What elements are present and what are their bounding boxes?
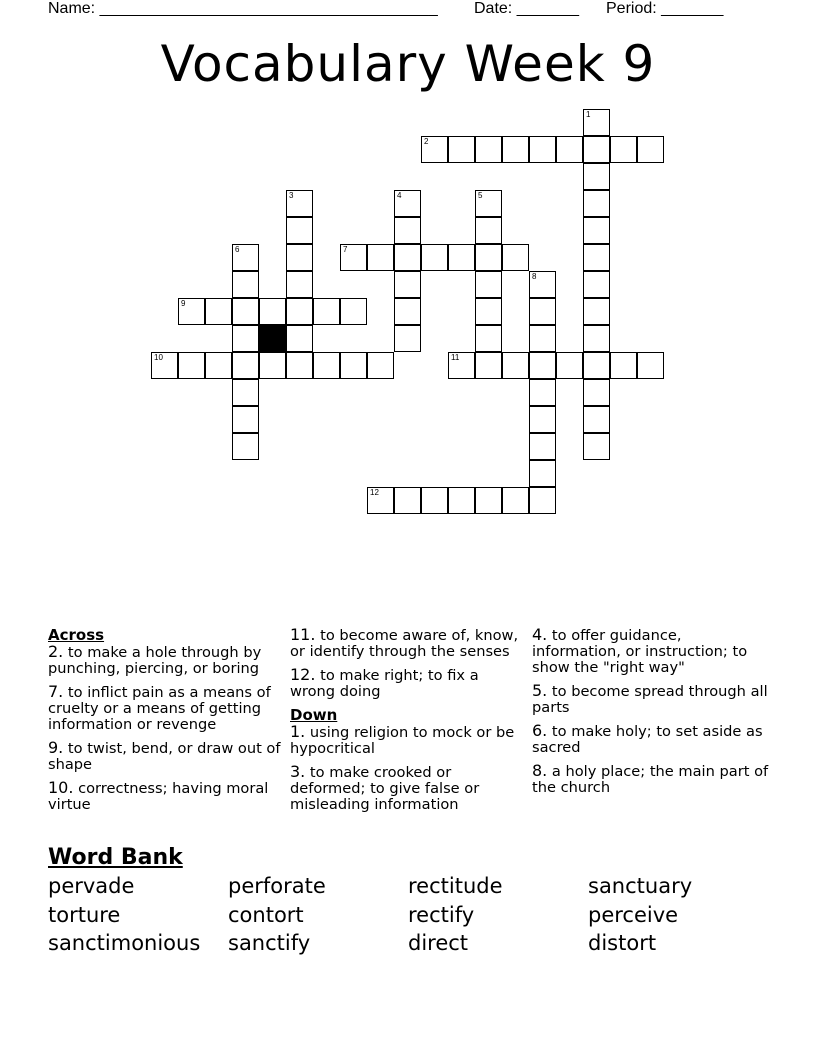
crossword-cell[interactable] — [556, 136, 583, 163]
crossword-cell[interactable] — [178, 352, 205, 379]
crossword-cell[interactable] — [394, 325, 421, 352]
clue-number: 2. — [48, 642, 64, 661]
cell-number: 12 — [370, 488, 379, 497]
clue-across-2 — [48, 644, 288, 677]
crossword-cell[interactable] — [529, 136, 556, 163]
clue-text: to make a hole through by punching, piercing, or boring — [48, 644, 262, 677]
crossword-cell[interactable] — [205, 298, 232, 325]
crossword-cell[interactable] — [529, 298, 556, 325]
crossword-cell[interactable] — [475, 298, 502, 325]
crossword-cell[interactable] — [475, 136, 502, 163]
name-field[interactable]: Name: ______________________________________ — [48, 0, 438, 17]
crossword-cell[interactable] — [475, 271, 502, 298]
crossword-cell[interactable] — [232, 298, 259, 325]
word-bank-item: direct — [408, 931, 469, 955]
clue-across-7 — [48, 684, 288, 733]
clue-text: to make holy; to set aside as sacred — [532, 723, 763, 756]
crossword-cell[interactable] — [313, 352, 340, 379]
crossword-cell[interactable] — [583, 298, 610, 325]
crossword-cell[interactable] — [286, 271, 313, 298]
crossword-cell[interactable] — [502, 352, 529, 379]
crossword-cell[interactable] — [583, 136, 610, 163]
clue-text: a holy place; the main part of the church — [532, 763, 769, 796]
crossword-cell[interactable] — [232, 271, 259, 298]
crossword-cell[interactable] — [367, 352, 394, 379]
clue-number: 11. — [290, 625, 316, 644]
crossword-cell[interactable] — [529, 433, 556, 460]
clue-number: 1. — [290, 722, 306, 741]
cell-number: 3 — [289, 191, 294, 200]
crossword-cell[interactable] — [529, 271, 556, 298]
clue-text: to make crooked or deformed; to give false or misleading information — [290, 764, 480, 813]
crossword-cell[interactable] — [286, 298, 313, 325]
word-bank-item: sanctimonious — [48, 931, 201, 955]
crossword-cell[interactable] — [421, 244, 448, 271]
crossword-cell[interactable] — [232, 379, 259, 406]
crossword-cell[interactable] — [583, 244, 610, 271]
crossword-cell[interactable] — [583, 352, 610, 379]
crossword-cell[interactable] — [232, 352, 259, 379]
crossword-cell[interactable] — [340, 298, 367, 325]
crossword-cell[interactable] — [367, 487, 394, 514]
clue-number: 7. — [48, 682, 64, 701]
clue-across-11 — [290, 627, 525, 660]
clue-across-10 — [48, 780, 288, 813]
cell-number: 5 — [478, 191, 483, 200]
word-bank-item: perforate — [228, 874, 326, 898]
word-bank — [48, 872, 768, 958]
crossword-cell[interactable] — [394, 190, 421, 217]
clue-text: using religion to mock or be hypocritical — [290, 724, 515, 757]
crossword-cell[interactable] — [583, 190, 610, 217]
crossword-cell[interactable] — [286, 244, 313, 271]
cell-number: 10 — [154, 353, 163, 362]
crossword-cell[interactable] — [583, 379, 610, 406]
crossword-cell[interactable] — [232, 244, 259, 271]
crossword-cell[interactable] — [583, 109, 610, 136]
crossword-cell[interactable] — [448, 244, 475, 271]
crossword-cell[interactable] — [340, 352, 367, 379]
clue-down-4 — [532, 627, 772, 676]
crossword-cell[interactable] — [583, 271, 610, 298]
crossword-cell[interactable] — [394, 244, 421, 271]
crossword-cell[interactable] — [583, 325, 610, 352]
clue-down-5 — [532, 683, 772, 716]
clue-text: to offer guidance, information, or instruction; to show the "right way" — [532, 627, 748, 676]
crossword-cell[interactable] — [286, 190, 313, 217]
crossword-cell[interactable] — [394, 298, 421, 325]
clue-number: 12. — [290, 665, 316, 684]
crossword-cell[interactable] — [448, 136, 475, 163]
crossword-cell[interactable] — [232, 325, 259, 352]
clue-down-6 — [532, 723, 772, 756]
word-bank-item: contort — [228, 902, 304, 927]
word-bank-item: sanctuary — [588, 874, 693, 898]
word-bank-item: perceive — [588, 902, 679, 927]
crossword-cell[interactable] — [394, 271, 421, 298]
clues-column-1 — [48, 627, 288, 820]
crossword-cell[interactable] — [475, 325, 502, 352]
crossword-cell[interactable] — [421, 487, 448, 514]
period-field[interactable]: Period: _______ — [606, 0, 724, 17]
crossword-cell[interactable] — [529, 406, 556, 433]
cell-number: 9 — [181, 299, 186, 308]
crossword-cell[interactable] — [475, 190, 502, 217]
clue-text: correctness; having moral virtue — [48, 780, 269, 813]
crossword-cell[interactable] — [286, 217, 313, 244]
word-bank-item: sanctify — [228, 931, 311, 955]
clue-text: to become spread through all parts — [532, 683, 768, 716]
crossword-cell[interactable] — [583, 406, 610, 433]
crossword-cell[interactable] — [475, 352, 502, 379]
crossword-cell[interactable] — [610, 136, 637, 163]
crossword-cell[interactable] — [502, 136, 529, 163]
crossword-cell[interactable] — [313, 298, 340, 325]
word-bank-item: rectify — [408, 902, 475, 927]
crossword-cell[interactable] — [583, 217, 610, 244]
cell-number: 7 — [343, 245, 348, 254]
word-bank-item: rectitude — [408, 874, 503, 898]
crossword-cell[interactable] — [367, 244, 394, 271]
cell-number: 11 — [451, 353, 460, 362]
clue-down-8 — [532, 763, 772, 796]
clue-number: 8. — [532, 761, 548, 780]
crossword-cell[interactable] — [178, 298, 205, 325]
crossword-cell[interactable] — [529, 487, 556, 514]
crossword-cell[interactable] — [205, 352, 232, 379]
word-bank-item: pervade — [48, 874, 135, 898]
clue-down-1 — [290, 724, 525, 757]
crossword-cell[interactable] — [583, 163, 610, 190]
crossword-cell[interactable] — [529, 325, 556, 352]
clue-text: to inflict pain as a means of cruelty or a means of getting information or revenge — [48, 684, 271, 733]
crossword-cell[interactable] — [340, 244, 367, 271]
crossword-block-cell — [259, 325, 286, 352]
clue-text: to make right; to fix a wrong doing — [290, 667, 479, 700]
crossword-cell[interactable] — [610, 352, 637, 379]
worksheet-title: Vocabulary Week 9 — [160, 35, 656, 93]
crossword-cell[interactable] — [286, 352, 313, 379]
crossword-cell[interactable] — [529, 379, 556, 406]
crossword-cell[interactable] — [394, 217, 421, 244]
clues-column-3 — [532, 627, 772, 803]
clue-across-12 — [290, 667, 525, 700]
crossword-cell[interactable] — [448, 487, 475, 514]
crossword-cell[interactable] — [286, 325, 313, 352]
word-bank-item: distort — [588, 931, 657, 955]
crossword-cell[interactable] — [259, 352, 286, 379]
clue-number: 6. — [532, 721, 548, 740]
crossword-cell[interactable] — [529, 460, 556, 487]
crossword-cell[interactable] — [502, 487, 529, 514]
crossword-cell[interactable] — [232, 433, 259, 460]
crossword-cell[interactable] — [448, 352, 475, 379]
crossword-cell[interactable] — [394, 487, 421, 514]
crossword-cell[interactable] — [151, 352, 178, 379]
crossword-cell[interactable] — [475, 217, 502, 244]
clue-number: 4. — [532, 625, 548, 644]
crossword-cell[interactable] — [502, 244, 529, 271]
cell-number: 8 — [532, 272, 537, 281]
clue-number: 5. — [532, 681, 548, 700]
clue-text: to twist, bend, or draw out of shape — [48, 740, 281, 773]
cell-number: 6 — [235, 245, 240, 254]
crossword-cell[interactable] — [637, 136, 664, 163]
crossword-cell[interactable] — [637, 352, 664, 379]
clue-number: 10. — [48, 778, 74, 797]
word-bank-item: torture — [48, 902, 121, 927]
date-field[interactable]: Date: _______ — [474, 0, 579, 17]
crossword-cell[interactable] — [556, 352, 583, 379]
clue-text: to become aware of, know, or identify through the senses — [290, 627, 519, 660]
cell-number: 2 — [424, 137, 429, 146]
clues-column-2 — [290, 627, 525, 820]
clue-number: 3. — [290, 762, 306, 781]
cell-number: 4 — [397, 191, 402, 200]
crossword-cell[interactable] — [475, 487, 502, 514]
crossword-cell[interactable] — [583, 433, 610, 460]
across-heading: Across — [48, 626, 105, 644]
crossword-cell[interactable] — [232, 406, 259, 433]
crossword-cell[interactable] — [259, 298, 286, 325]
word-bank-title: Word Bank — [48, 845, 183, 870]
crossword-cell[interactable] — [475, 244, 502, 271]
clue-number: 9. — [48, 738, 64, 757]
crossword-cell[interactable] — [529, 352, 556, 379]
clue-down-3 — [290, 764, 525, 813]
cell-number: 1 — [586, 110, 591, 119]
down-heading: Down — [290, 706, 338, 724]
clue-across-9 — [48, 740, 288, 773]
crossword-cell[interactable] — [421, 136, 448, 163]
